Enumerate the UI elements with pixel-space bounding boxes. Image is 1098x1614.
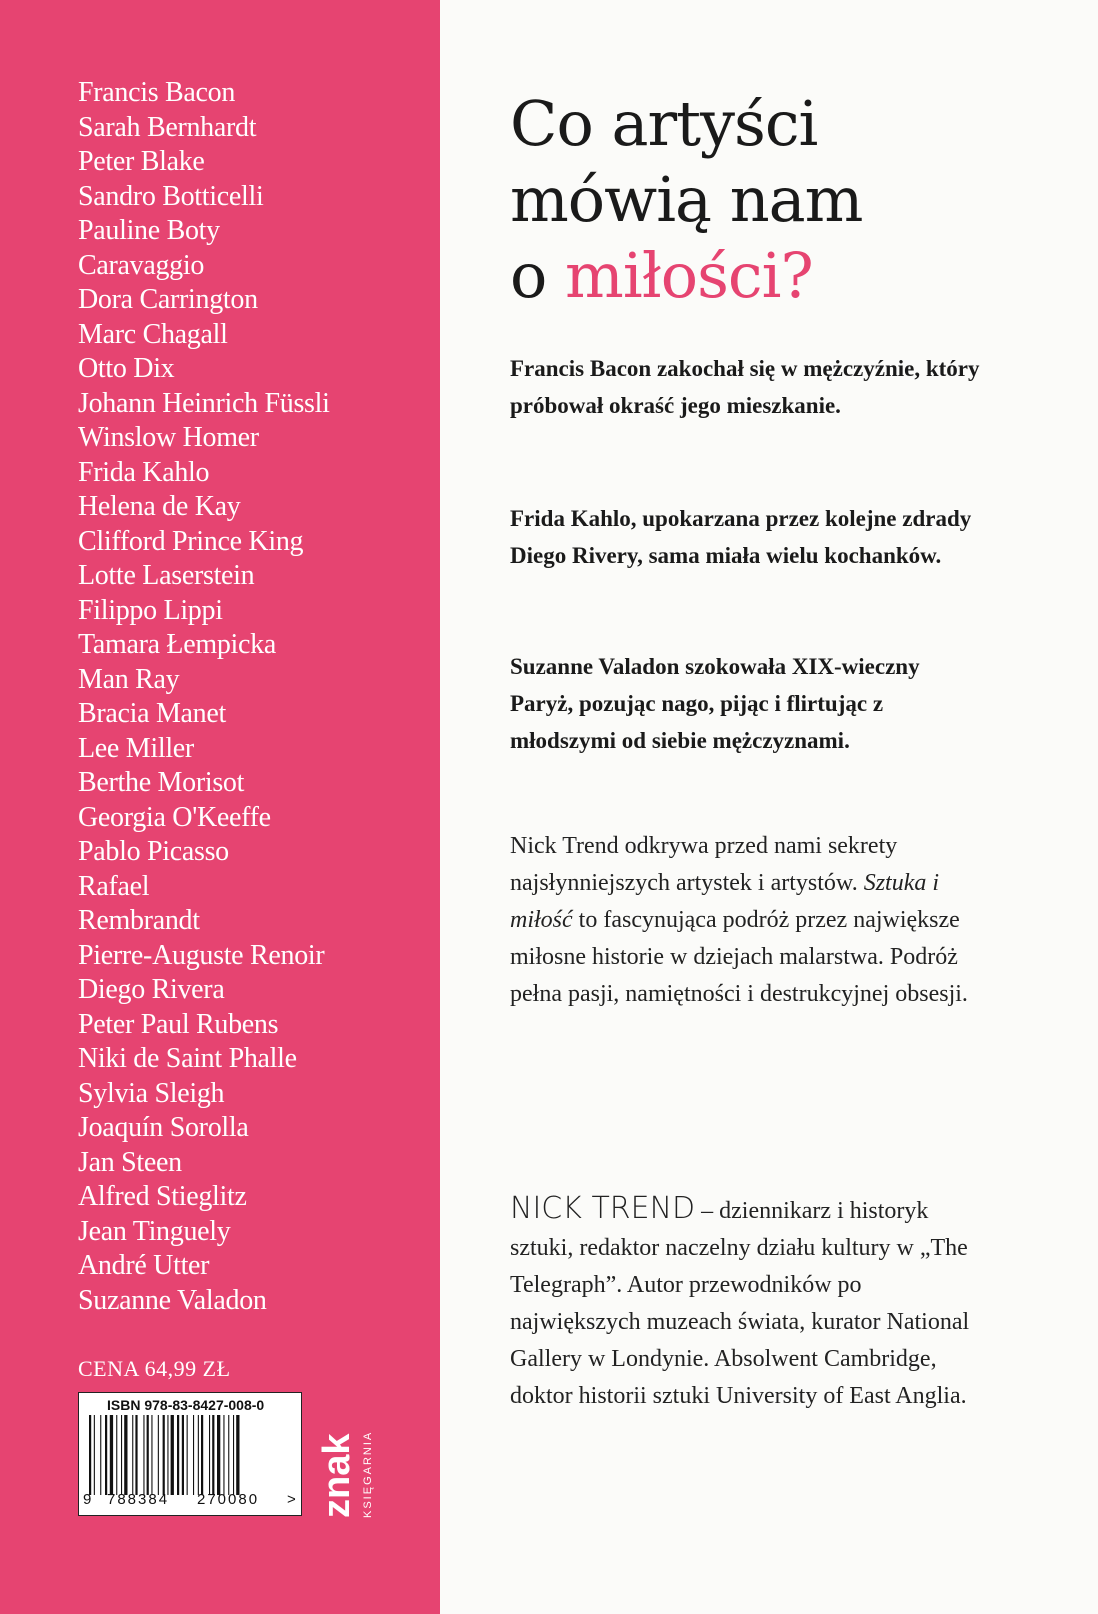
isbn-label: ISBN 978-83-8427-008-0	[107, 1397, 265, 1413]
barcode	[78, 1392, 302, 1516]
barcode-bar	[94, 1415, 95, 1495]
barcode-bar	[236, 1415, 239, 1495]
barcode-bar	[124, 1415, 127, 1495]
barcode-bars	[89, 1415, 289, 1495]
barcode-bar	[147, 1415, 149, 1495]
barcode-bar	[182, 1415, 184, 1495]
barcode-bar	[167, 1415, 168, 1495]
artist-name: Peter Blake	[78, 146, 205, 177]
barcode-bar	[158, 1415, 159, 1495]
book-question-title	[510, 86, 862, 314]
barcode-bar	[89, 1415, 91, 1495]
barcode-bar	[105, 1415, 107, 1495]
barcode-bar	[100, 1415, 101, 1495]
barcode-bar	[201, 1415, 203, 1495]
artist-name: Bracia Manet	[78, 698, 226, 729]
pink-panel	[0, 0, 440, 1614]
artist-name: Tamara Łempicka	[78, 629, 276, 660]
artist-name: Sarah Bernhardt	[78, 111, 257, 143]
barcode-bar	[223, 1415, 224, 1495]
barcode-bar	[135, 1415, 137, 1495]
teaser-paragraph-2: Frida Kahlo, upokarzana przez kolejne zdrady Diego Rivery, sama miała wielu kochanków.	[510, 506, 972, 568]
artist-name: Filippo Lippi	[78, 594, 223, 626]
artist-name: Francis Bacon	[78, 77, 236, 108]
author-bio	[510, 1190, 970, 1415]
barcode-bar	[143, 1415, 144, 1495]
artist-name: Georgia O'Keeffe	[78, 801, 271, 833]
title-accent-word: miłości?	[565, 239, 813, 312]
barcode-bar	[163, 1415, 165, 1495]
artist-name: Helena de Kay	[78, 491, 241, 522]
artist-name: Jean Tinguely	[78, 1215, 231, 1247]
artist-name: Sylvia Sleigh	[78, 1077, 225, 1109]
barcode-bar	[193, 1415, 194, 1495]
barcode-bar	[198, 1415, 199, 1495]
title-line-2: mówią nam	[510, 163, 863, 236]
artist-name: Caravaggio	[78, 249, 205, 281]
artist-name: Niki de Saint Phalle	[78, 1043, 297, 1074]
barcode-bar	[212, 1415, 214, 1495]
barcode-arrow: >	[287, 1491, 296, 1508]
artist-name: Alfred Stieglitz	[78, 1181, 247, 1212]
artist-name: Winslow Homer	[78, 422, 259, 453]
artist-name: Lee Miller	[78, 732, 194, 764]
description-before: Nick Trend odkrywa przed nami sekrety najsłynniejszych artystek i artystów.	[510, 833, 898, 896]
artist-name: Frida Kahlo	[78, 456, 210, 488]
barcode-bar	[187, 1415, 188, 1495]
znak-logo	[315, 1390, 385, 1520]
artist-name: Rafael	[78, 870, 150, 902]
artist-name: Sandro Botticelli	[78, 180, 264, 212]
logo-subtext: KSIĘGARNIA	[362, 1430, 374, 1518]
barcode-bar	[209, 1415, 210, 1495]
artist-name: Pierre-Auguste Renoir	[78, 939, 325, 971]
artist-name: Man Ray	[78, 663, 180, 695]
barcode-digits-right: 270080	[197, 1491, 260, 1508]
barcode-digits-left: 788384	[107, 1491, 170, 1508]
barcode-bar	[177, 1415, 179, 1495]
teaser-paragraph-3: Suzanne Valadon szokowała XIX-wieczny Paryż, pozując nago, pijąc i flirtując z młodszymi od siebie mężczyznami.	[510, 654, 920, 753]
description-book-title: Sztuka i miłość	[510, 870, 940, 933]
artist-name: Clifford Prince King	[78, 525, 304, 557]
price-label: CENA 64,99 ZŁ	[78, 1356, 231, 1381]
artist-name: Lotte Laserstein	[78, 560, 255, 591]
artist-name: Suzanne Valadon	[78, 1284, 267, 1316]
artist-name: Rembrandt	[78, 905, 200, 936]
artist-name: Marc Chagall	[78, 318, 228, 350]
barcode-bar	[110, 1415, 113, 1495]
barcode-bar	[151, 1415, 152, 1495]
barcode-bar	[228, 1415, 229, 1495]
title-line-1: Co artyści	[510, 87, 818, 160]
author-name: NICK TREND	[510, 1191, 696, 1226]
author-bio-text: – dziennikarz i historyk sztuki, redaktor naczelny działu kultury w „The Telegraph”. Autor przewodników po największych muzeach świata, kurator National Gallery w Londynie. Absolwent Cambridge, doktor historii sztuki University of East Anglia.	[510, 1198, 970, 1409]
description-after: to fascynująca podróż przez największe miłosne historie w dziejach malarstwa. Podróż pełna pasji, namiętności i destrukcyjnej obsesji.	[510, 907, 968, 1007]
artist-name: Peter Paul Rubens	[78, 1008, 279, 1040]
artist-name: Otto Dix	[78, 353, 175, 384]
barcode-bar	[233, 1415, 234, 1495]
artist-name: André Utter	[78, 1250, 210, 1281]
artist-name: Pablo Picasso	[78, 836, 229, 867]
artist-name: Diego Rivera	[78, 974, 225, 1005]
book-description	[510, 828, 970, 1013]
artist-name: Jan Steen	[78, 1146, 182, 1178]
title-line-3-prefix: o	[510, 239, 566, 312]
teaser-paragraph-1: Francis Bacon zakochał się w mężczyźnie, który próbował okraść jego mieszkanie.	[510, 356, 980, 418]
barcode-bar	[171, 1415, 174, 1495]
artist-name: Dora Carrington	[78, 284, 258, 315]
barcode-bar	[116, 1415, 117, 1495]
logo-text: znak	[316, 1433, 358, 1518]
barcode-bar	[132, 1415, 133, 1495]
artist-name: Berthe Morisot	[78, 767, 245, 798]
artist-name: Joaquín Sorolla	[78, 1112, 249, 1143]
barcode-bar	[121, 1415, 122, 1495]
artist-name: Pauline Boty	[78, 215, 220, 246]
barcode-digit-first: 9	[83, 1491, 92, 1508]
barcode-bar	[217, 1415, 220, 1495]
artist-name: Johann Heinrich Füssli	[78, 387, 330, 419]
artist-list	[78, 76, 330, 1318]
